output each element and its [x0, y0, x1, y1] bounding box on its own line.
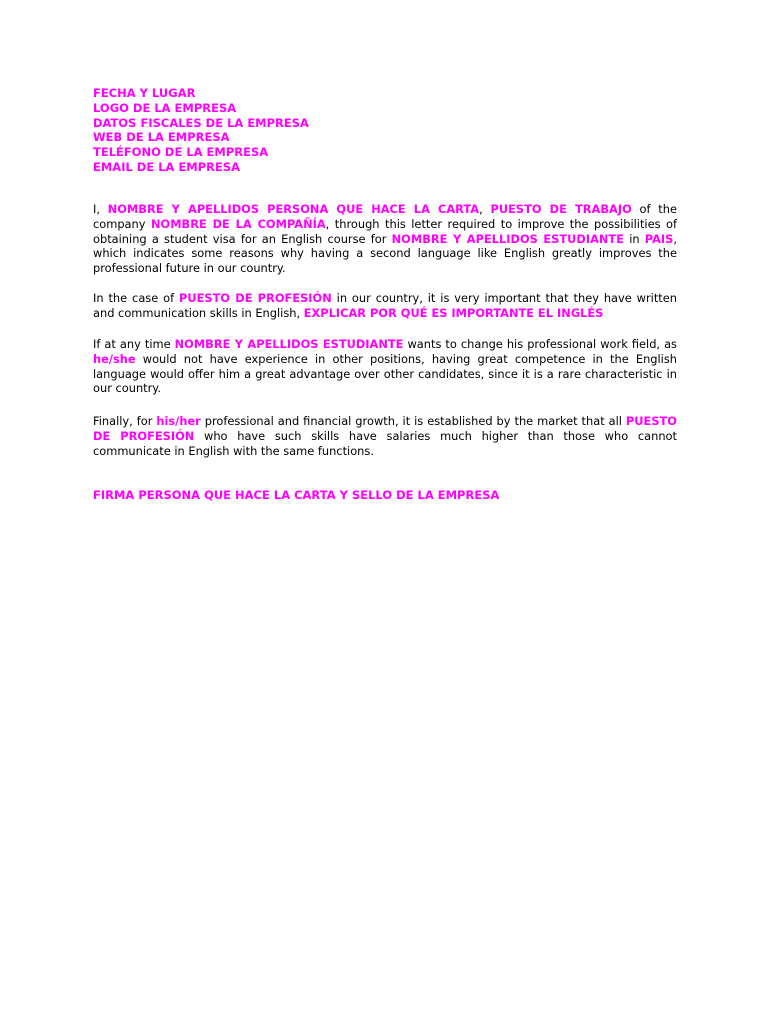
signature-line: FIRMA PERSONA QUE HACE LA CARTA Y SELLO DE LA EMPRESA: [93, 488, 500, 502]
header-company-phone: TELÉFONO DE LA EMPRESA: [93, 145, 269, 160]
body-text: professional and financial growth, it is established by the market that all: [200, 414, 626, 428]
placeholder-field: EXPLICAR POR QUÉ ES IMPORTANTE EL INGLÉS: [303, 305, 604, 320]
body-text: in: [623, 231, 645, 246]
paragraph-career-change: [93, 337, 677, 396]
header-date-place: FECHA Y LUGAR: [93, 86, 196, 100]
paragraph-financial-growth: [93, 414, 677, 458]
paragraph-intro: [93, 202, 677, 276]
body-text: I,: [93, 202, 108, 216]
placeholder-field: NOMBRE DE LA COMPAÑÍA: [150, 216, 326, 231]
body-text: who have such skills have salaries much higher than those who cannot communicate in English with the same functions.: [93, 428, 677, 458]
body-text: If at any time: [93, 337, 175, 351]
placeholder-field: PUESTO DE TRABAJO: [490, 202, 632, 216]
header-company-email: EMAIL DE LA EMPRESA: [93, 159, 241, 174]
header-company-web: WEB DE LA EMPRESA: [93, 130, 230, 145]
body-text: , through this letter required to improve the possibilities of obtaining a student visa for an English course for: [93, 216, 677, 246]
body-text: of the company: [93, 202, 677, 231]
letter-header: [93, 86, 693, 175]
placeholder-field: he/she: [93, 351, 136, 366]
placeholder-field: PUESTO DE PROFESIÓN: [179, 291, 332, 305]
body-text: , which indicates some reasons why having a second language like English greatly improves the professional future in our country.: [93, 231, 677, 276]
placeholder-field: NOMBRE Y APELLIDOS ESTUDIANTE: [391, 231, 624, 246]
body-text: wants to change his professional work field, as: [403, 337, 677, 351]
header-fiscal-data: DATOS FISCALES DE LA EMPRESA: [93, 115, 309, 130]
placeholder-field: NOMBRE Y APELLIDOS PERSONA QUE HACE LA CARTA: [107, 202, 480, 216]
body-text: Finally, for: [93, 414, 157, 428]
body-text: in our country, it is very important that they have written and communication skills in English,: [93, 291, 677, 320]
body-text: ,: [479, 202, 491, 216]
paragraph-profession: [93, 291, 677, 321]
placeholder-field: PAIS: [644, 231, 674, 246]
header-company-logo: LOGO DE LA EMPRESA: [93, 100, 237, 115]
placeholder-field: his/her: [156, 414, 201, 428]
body-text: would not have experience in other positions, having great competence in the English language would offer him a great advantage over other candidates, since it is a rare characteristic in our country.: [93, 351, 677, 396]
placeholder-field: PUESTO DE PROFESIÓN: [93, 414, 677, 443]
placeholder-field: NOMBRE Y APELLIDOS ESTUDIANTE: [174, 337, 404, 351]
body-text: In the case of: [93, 291, 179, 305]
